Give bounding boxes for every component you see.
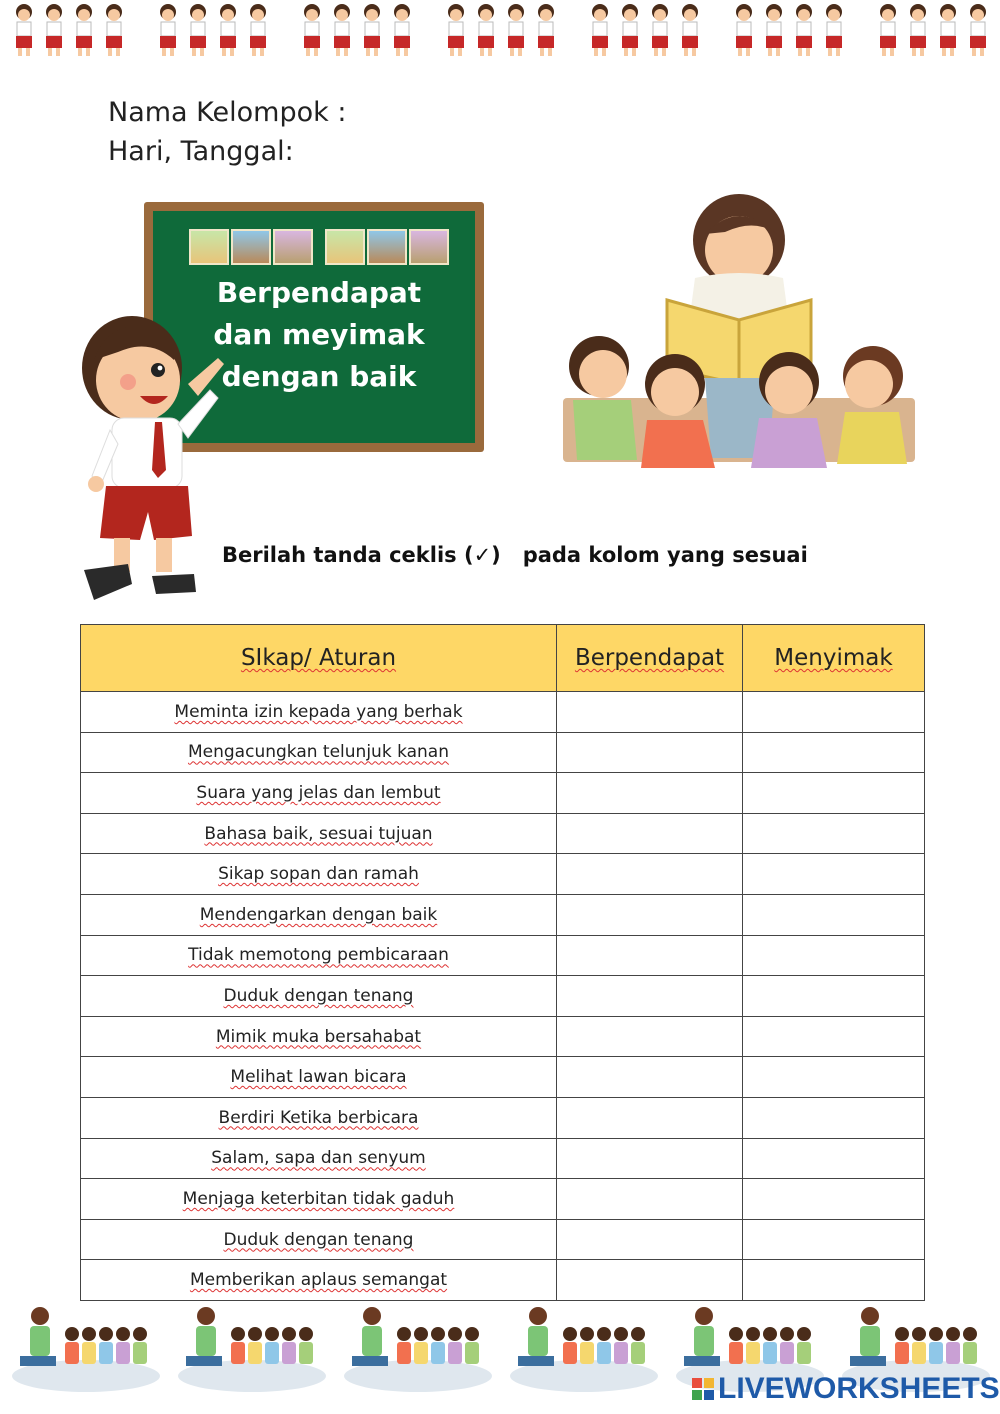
speaking-check-cell[interactable] [557,1138,743,1179]
student-figure [622,4,638,56]
student-figure [394,4,410,56]
thumbnail-image [409,229,449,265]
board-title-line: dengan baik [221,360,417,393]
table-row [81,1179,925,1220]
student-figure [106,4,122,56]
thumbnail-image [231,229,271,265]
attitude-text: Mimik muka bersahabat [215,1026,422,1047]
student-figure [250,4,266,56]
student-figure [940,4,956,56]
attitude-cell [81,773,557,814]
attitude-text: Meminta izin kepada yang berhak [174,701,463,722]
attitude-cell [81,1219,557,1260]
attitude-text: Menjaga keterbitan tidak gaduh [182,1188,455,1209]
student-figure [190,4,206,56]
column-header-attitude [81,625,557,692]
student-figure [970,4,986,56]
attitude-cell [81,976,557,1017]
checklist-table [80,624,925,1301]
group-name-label: Nama Kelompok : [108,97,347,128]
listening-check-cell[interactable] [743,935,925,976]
attitude-text: Bahasa baik, sesuai tujuan [204,823,433,844]
attitude-text: Mengacungkan telunjuk kanan [187,742,449,763]
instruction-text: Berilah tanda ceklis (✓) pada kolom yang sesuai [222,543,808,567]
speaking-check-cell[interactable] [557,935,743,976]
table-row [81,1219,925,1260]
student-figure [652,4,668,56]
table-row [81,1097,925,1138]
attitude-cell [81,935,557,976]
table-row [81,976,925,1017]
attitude-cell [81,732,557,773]
attitude-text: Duduk dengan tenang [223,1229,414,1250]
column-header-label: Menyimak [774,645,893,671]
student-figure [478,4,494,56]
attitude-cell [81,692,557,733]
reading-group-figure [12,1307,160,1392]
listening-check-cell[interactable] [743,1097,925,1138]
student-figure [304,4,320,56]
teacher-reading-illustration [555,188,925,478]
table-header-row [81,625,925,692]
reading-group-figure [344,1307,492,1392]
student-figure [910,4,926,56]
attitude-text: Duduk dengan tenang [223,985,414,1006]
logo-mark-icon [692,1378,714,1400]
attitude-text: Mendengarkan dengan baik [199,904,438,925]
attitude-text: Suara yang jelas dan lembut [196,782,441,803]
listening-check-cell[interactable] [743,894,925,935]
student-figure [160,4,176,56]
listening-check-cell[interactable] [743,692,925,733]
table-row [81,773,925,814]
board-title-line: dan meyimak [213,318,425,351]
attitude-cell [81,854,557,895]
speaking-check-cell[interactable] [557,854,743,895]
listening-check-cell[interactable] [743,1260,925,1301]
student-figure [220,4,236,56]
student-figure [46,4,62,56]
table-row [81,1260,925,1301]
student-figure [880,4,896,56]
student-figure [448,4,464,56]
reading-group-figure [510,1307,658,1392]
thumbnail-strip [189,229,455,265]
column-header-label: SIkap/ Aturan [240,645,397,671]
speaking-check-cell[interactable] [557,1057,743,1098]
attitude-text: Sikap sopan dan ramah [218,864,419,885]
speaking-check-cell[interactable] [557,692,743,733]
table-row [81,1057,925,1098]
table-row [81,813,925,854]
student-figure [364,4,380,56]
listening-check-cell[interactable] [743,1016,925,1057]
attitude-cell [81,1260,557,1301]
attitude-cell [81,1097,557,1138]
column-header-speaking [557,625,743,692]
student-figure [16,4,32,56]
student-figure [826,4,842,56]
speaking-check-cell[interactable] [557,1260,743,1301]
student-figure [76,4,92,56]
reading-group-figure [178,1307,326,1392]
attitude-text: Memberikan aplaus semangat [189,1270,448,1291]
attitude-cell [81,813,557,854]
student-figure [508,4,524,56]
listening-check-cell[interactable] [743,732,925,773]
listening-check-cell[interactable] [743,1219,925,1260]
student-figure [538,4,554,56]
listening-check-cell[interactable] [743,1057,925,1098]
student-figure [766,4,782,56]
listening-check-cell[interactable] [743,773,925,814]
attitude-cell [81,894,557,935]
speaking-check-cell[interactable] [557,813,743,854]
thumbnail-image [273,229,313,265]
speaking-check-cell[interactable] [557,1219,743,1260]
attitude-text: Melihat lawan bicara [230,1067,407,1088]
listening-check-cell[interactable] [743,1138,925,1179]
boy-student-illustration [70,300,230,610]
student-figure [592,4,608,56]
student-border-decoration [0,0,1000,62]
table-row [81,1016,925,1057]
liveworksheets-logo [692,1372,1000,1406]
table-row [81,732,925,773]
attitude-text: Tidak memotong pembicaraan [188,945,449,966]
column-header-listening [743,625,925,692]
student-figure [736,4,752,56]
column-header-label: Berpendapat [574,645,725,671]
listening-check-cell[interactable] [743,854,925,895]
thumbnail-image [325,229,365,265]
speaking-check-cell[interactable] [557,1097,743,1138]
speaking-check-cell[interactable] [557,1179,743,1220]
student-figure [334,4,350,56]
attitude-text: Berdiri Ketika berbicara [218,1107,419,1128]
date-label: Hari, Tanggal: [108,136,294,167]
attitude-text: Salam, sapa dan senyum [211,1148,426,1169]
speaking-check-cell[interactable] [557,976,743,1017]
table-row [81,894,925,935]
table-row [81,854,925,895]
student-figure [682,4,698,56]
table-row [81,692,925,733]
speaking-check-cell[interactable] [557,773,743,814]
thumbnail-image [189,229,229,265]
speaking-check-cell[interactable] [557,732,743,773]
speaking-check-cell[interactable] [557,1016,743,1057]
board-title-line: Berpendapat [216,276,422,309]
student-figure [796,4,812,56]
listening-check-cell[interactable] [743,1179,925,1220]
attitude-cell [81,1179,557,1220]
attitude-cell [81,1057,557,1098]
table-row [81,935,925,976]
table-row [81,1138,925,1179]
listening-check-cell[interactable] [743,813,925,854]
attitude-cell [81,1138,557,1179]
listening-check-cell[interactable] [743,976,925,1017]
logo-text: LIVEWORKSHEETS [718,1372,1000,1405]
attitude-cell [81,1016,557,1057]
speaking-check-cell[interactable] [557,894,743,935]
thumbnail-image [367,229,407,265]
